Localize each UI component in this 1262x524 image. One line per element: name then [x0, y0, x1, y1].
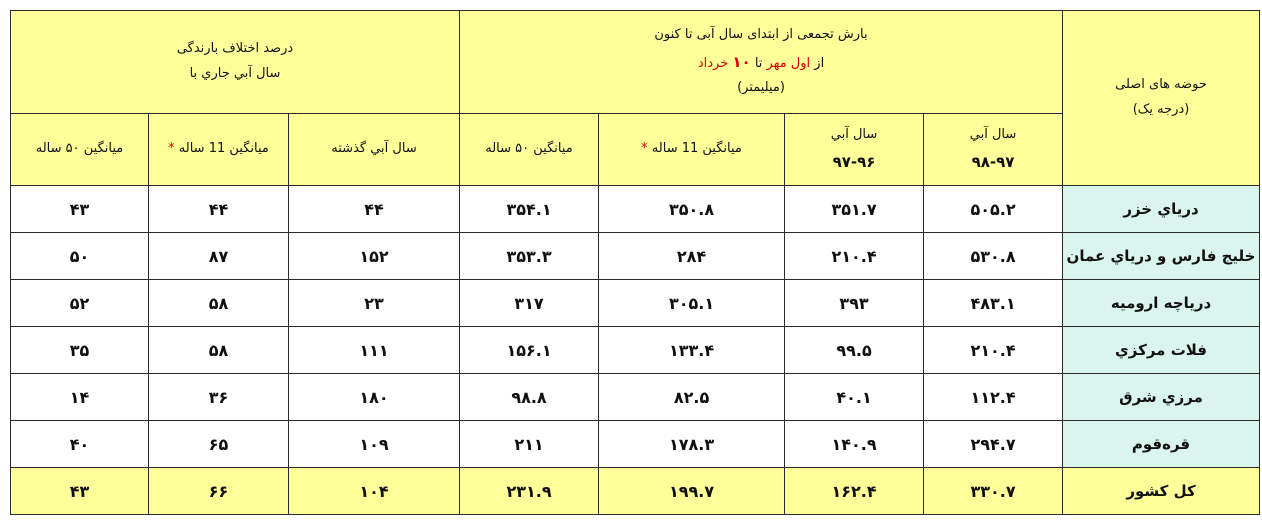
cell-diff-avg11: ۴۴ — [149, 186, 289, 233]
cell-diff-avg11: ۶۵ — [149, 421, 289, 468]
total-row — [11, 468, 1260, 515]
rain-header-title: بارش تجمعی از ابتدای سال آبی تا کنون — [654, 26, 868, 42]
period-month: خرداد — [697, 55, 729, 71]
table-row — [11, 186, 1260, 233]
cell-diff-last: ۱۸۰ — [289, 374, 460, 421]
cell-avg50: ۳۵۳.۳ — [460, 233, 599, 280]
cell-diff-avg11: ۸۷ — [149, 233, 289, 280]
cell-current: ۲۱۰.۴ — [924, 327, 1063, 374]
basin-name: درياچه اروميه — [1063, 280, 1260, 327]
cell-diff-avg50: ۱۴ — [11, 374, 149, 421]
cell-previous: ۱۴۰.۹ — [785, 421, 924, 468]
basin-header-sub: (درجه یک) — [1132, 102, 1190, 117]
cell-avg11: ۱۹۹.۷ — [599, 468, 785, 515]
cell-avg50: ۱۵۶.۱ — [460, 327, 599, 374]
cell-avg11: ۱۷۸.۳ — [599, 421, 785, 468]
col-previous-year: سال آبي ۹۷-۹۶ — [785, 114, 924, 186]
cell-previous: ۴۰.۱ — [785, 374, 924, 421]
cell-diff-avg11: ۵۸ — [149, 327, 289, 374]
cell-current: ۵۰۵.۲ — [924, 186, 1063, 233]
col-diff-avg50: ميانگين ۵۰ ساله — [11, 114, 149, 186]
cell-diff-last: ۱۱۱ — [289, 327, 460, 374]
table-row — [11, 421, 1260, 468]
diff-header-sub: سال آبي جاري با — [189, 66, 281, 81]
table-row — [11, 327, 1260, 374]
cell-previous: ۳۹۳ — [785, 280, 924, 327]
basin-header — [1063, 11, 1260, 186]
cell-diff-avg50: ۳۵ — [11, 327, 149, 374]
cell-previous: ۲۱۰.۴ — [785, 233, 924, 280]
diff-header-title: درصد اختلاف بارندگی — [176, 41, 294, 57]
cell-diff-last: ۴۴ — [289, 186, 460, 233]
cell-previous: ۹۹.۵ — [785, 327, 924, 374]
period-day: ۱۰ — [732, 52, 751, 71]
cell-current: ۲۹۴.۷ — [924, 421, 1063, 468]
basin-name: كل كشور — [1063, 468, 1260, 515]
cell-diff-avg50: ۴۳ — [11, 186, 149, 233]
col-avg11-rain: ميانگين 11 ساله * — [599, 114, 785, 186]
table-row — [11, 233, 1260, 280]
cell-avg50: ۹۸.۸ — [460, 374, 599, 421]
basin-name: خليج فارس و درياي عمان — [1063, 233, 1260, 280]
cell-avg50: ۳۱۷ — [460, 280, 599, 327]
basin-header-title: حوضه های اصلی — [1115, 77, 1207, 93]
cell-avg11: ۲۸۴ — [599, 233, 785, 280]
cell-diff-avg11: ۵۸ — [149, 280, 289, 327]
basin-name: قره‌قوم — [1063, 421, 1260, 468]
cell-diff-avg50: ۴۳ — [11, 468, 149, 515]
col-diff-last-year: سال آبي گذشته — [289, 114, 460, 186]
rain-period: از اول مهر تا ۱۰ خرداد — [697, 52, 825, 71]
cell-diff-last: ۱۰۴ — [289, 468, 460, 515]
col-avg50-rain: ميانگين ۵۰ ساله — [460, 114, 599, 186]
cell-current: ۱۱۲.۴ — [924, 374, 1063, 421]
period-start: اول مهر — [766, 55, 811, 71]
cumulative-rain-header — [460, 11, 1063, 114]
cell-avg50: ۲۳۱.۹ — [460, 468, 599, 515]
cell-diff-avg11: ۳۶ — [149, 374, 289, 421]
cell-diff-avg11: ۶۶ — [149, 468, 289, 515]
difference-header — [11, 11, 460, 114]
cell-diff-last: ۲۳ — [289, 280, 460, 327]
basin-name: فلات مركزي — [1063, 327, 1260, 374]
cell-diff-avg50: ۵۲ — [11, 280, 149, 327]
table-row — [11, 374, 1260, 421]
basin-name: درياي خزر — [1063, 186, 1260, 233]
col-diff-avg11: ميانگين 11 ساله * — [149, 114, 289, 186]
cell-diff-last: ۱۵۲ — [289, 233, 460, 280]
cell-avg50: ۳۵۴.۱ — [460, 186, 599, 233]
cell-diff-last: ۱۰۹ — [289, 421, 460, 468]
cell-diff-avg50: ۴۰ — [11, 421, 149, 468]
cell-previous: ۱۶۲.۴ — [785, 468, 924, 515]
cell-previous: ۳۵۱.۷ — [785, 186, 924, 233]
cell-diff-avg50: ۵۰ — [11, 233, 149, 280]
cell-avg11: ۸۲.۵ — [599, 374, 785, 421]
cell-avg50: ۲۱۱ — [460, 421, 599, 468]
cell-current: ۴۸۳.۱ — [924, 280, 1063, 327]
cell-avg11: ۳۰۵.۱ — [599, 280, 785, 327]
cell-avg11: ۱۳۳.۴ — [599, 327, 785, 374]
basin-name: مرزي شرق — [1063, 374, 1260, 421]
col-current-year: سال آبي ۹۸-۹۷ — [924, 114, 1063, 186]
cell-current: ۳۳۰.۷ — [924, 468, 1063, 515]
cell-avg11: ۳۵۰.۸ — [599, 186, 785, 233]
table-row — [11, 280, 1260, 327]
cell-current: ۵۳۰.۸ — [924, 233, 1063, 280]
unit-label: (میلیمتر) — [737, 80, 785, 96]
rainfall-table — [10, 10, 1260, 515]
